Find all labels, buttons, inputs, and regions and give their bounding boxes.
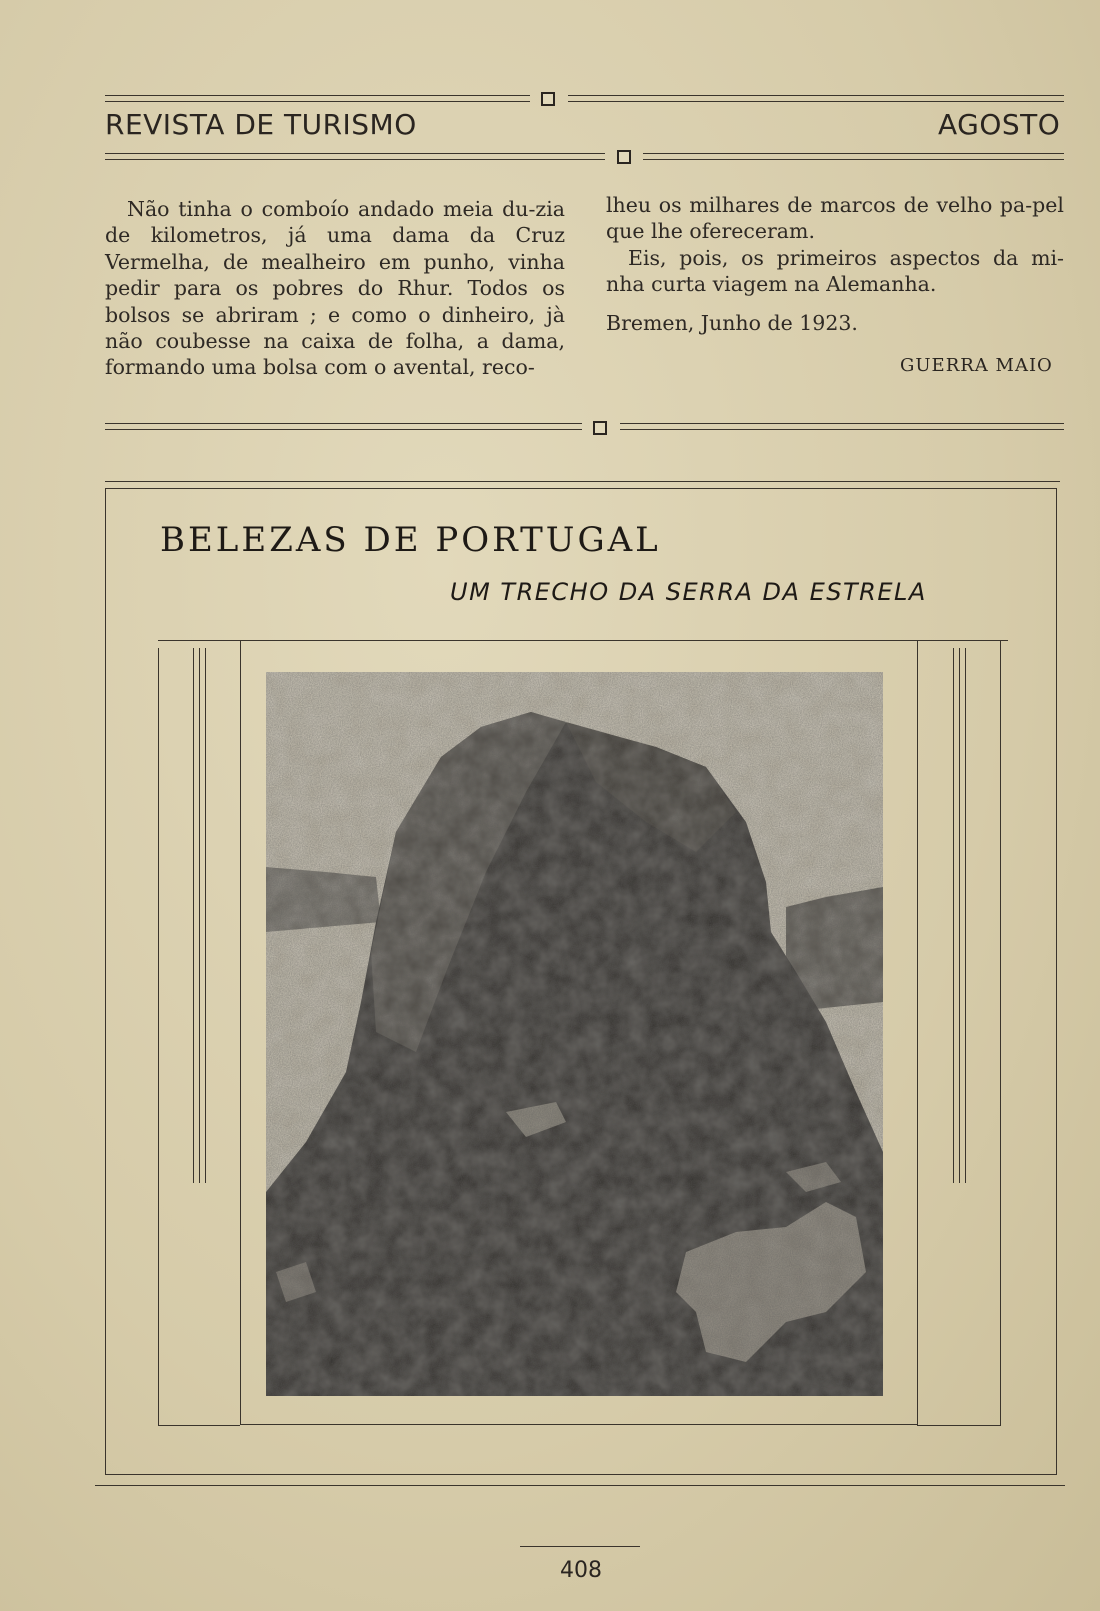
photo-frame-line — [158, 648, 159, 1426]
article-dateline: Bremen, Junho de 1923. — [606, 310, 858, 335]
header-month: AGOSTO — [938, 108, 1061, 141]
header-magazine-title: REVISTA DE TURISMO — [105, 108, 417, 141]
photo-frame-line — [965, 648, 966, 1183]
article-paragraph: Eis, pois, os primeiros aspectos da mi-nha curta viagem na Alemanha. — [606, 245, 1064, 297]
article-column-right — [606, 192, 1064, 336]
header-top-rule-right — [568, 95, 1064, 102]
photo-frame-line — [199, 648, 200, 1183]
box-bottom-rule — [95, 1485, 1065, 1486]
photo-frame-top — [158, 640, 1008, 641]
article-paragraph: Não tinha o comboío andado meia du-zia de kilometros, já uma dama da Cruz Vermelha, de mealheiro em punho, vinha pedir para os pobres do Rhur. Todos os bolsos se abriram ; e como o dinheiro, jà não coubesse na caixa de folha, a dama, formando uma bolsa com o avental, reco- — [105, 197, 565, 380]
mountain-rock-photo — [266, 672, 883, 1396]
photo-frame-line — [193, 648, 194, 1183]
article-author: GUERRA MAIO — [900, 355, 1053, 376]
ornament-square — [617, 150, 631, 164]
photo-frame-line — [953, 648, 954, 1183]
photo-frame-line — [959, 648, 960, 1183]
photo-frame-bottom — [240, 1424, 917, 1425]
photo-frame-bottom — [158, 1425, 240, 1426]
ornament-square — [541, 92, 555, 106]
photo-frame-line — [240, 640, 241, 1425]
section-rule-right — [620, 423, 1064, 430]
section-subtitle: UM TRECHO DA SERRA DA ESTRELA — [450, 578, 927, 606]
photo-frame-line — [1000, 640, 1001, 1426]
article-column-left — [105, 196, 565, 381]
header-top-rule-left — [105, 95, 530, 102]
photo-frame-line — [205, 648, 206, 1183]
photo-frame-bottom — [917, 1425, 1001, 1426]
header-bottom-rule-right — [643, 153, 1064, 160]
section-title: BELEZAS DE PORTUGAL — [160, 520, 661, 560]
page-number: 408 — [560, 1558, 602, 1583]
box-top-rule — [105, 481, 1060, 482]
ornament-square — [593, 421, 607, 435]
section-rule-left — [105, 423, 582, 430]
page-number-rule — [520, 1546, 640, 1547]
article-paragraph: lheu os milhares de marcos de velho pa-pel que lhe ofereceram. — [606, 193, 1064, 244]
header-bottom-rule-left — [105, 153, 605, 160]
photo-frame-line — [917, 640, 918, 1425]
